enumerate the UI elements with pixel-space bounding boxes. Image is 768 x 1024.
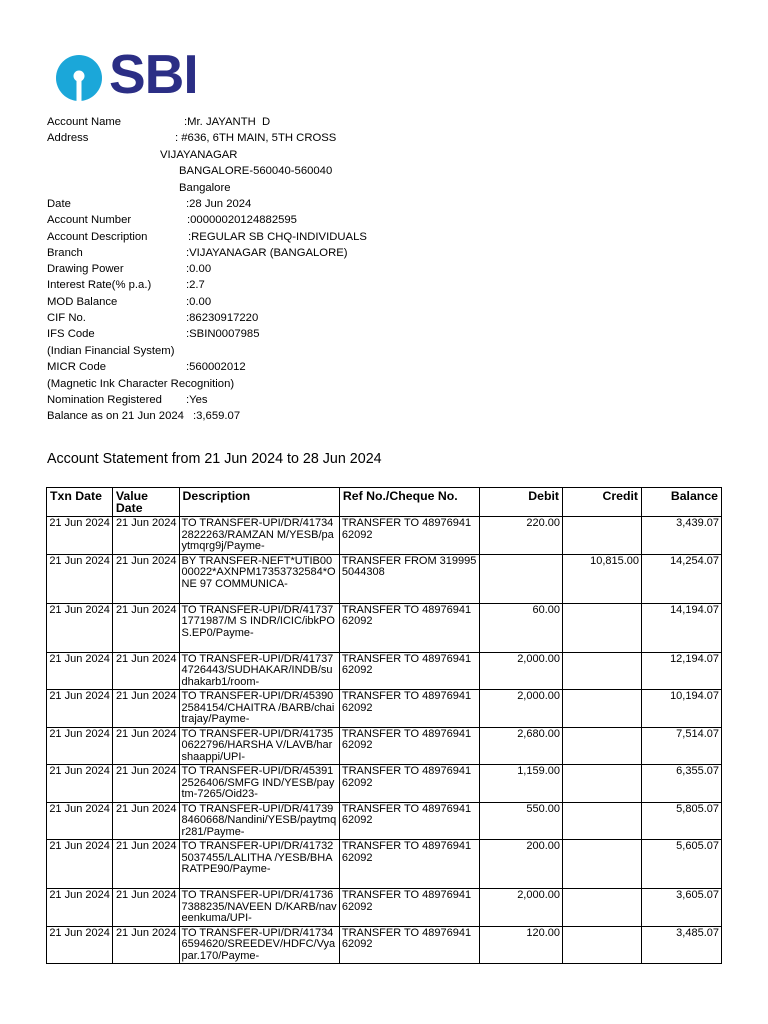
value-date-cell: 21 Jun 2024 — [112, 652, 179, 690]
opening-balance-value: :3,659.07 — [193, 410, 241, 422]
description-cell: TO TRANSFER-UPI/DR/417325037455/LALITHA /YESB/BHARATPE90/Payme- — [179, 840, 339, 889]
micr-code-label: MICR Code — [47, 361, 107, 373]
txn-date-cell: 21 Jun 2024 — [47, 727, 113, 765]
nomination-value: :Yes — [186, 394, 208, 406]
debit-cell: 220.00 — [479, 517, 562, 555]
sbi-symbol-icon — [55, 54, 103, 102]
ref-no-cell: TRANSFER TO 4897694162092 — [339, 727, 479, 765]
description-cell: TO TRANSFER-UPI/DR/453912526406/SMFG IND/YESB/paytm-7265/Oid23- — [179, 765, 339, 803]
table-row — [47, 889, 722, 927]
header-value-date: Value Date — [112, 488, 179, 517]
table-row — [47, 926, 722, 964]
credit-cell — [563, 765, 642, 803]
table-row — [47, 517, 722, 555]
header-description: Description — [179, 488, 339, 517]
value-date-cell: 21 Jun 2024 — [112, 603, 179, 652]
value-date-cell: 21 Jun 2024 — [112, 926, 179, 964]
balance-cell: 7,514.07 — [642, 727, 722, 765]
table-row — [47, 603, 722, 652]
value-date-cell: 21 Jun 2024 — [112, 554, 179, 603]
credit-cell — [563, 802, 642, 840]
header-ref-no: Ref No./Cheque No. — [339, 488, 479, 517]
opening-balance-label: Balance as on 21 Jun 2024 — [47, 410, 184, 422]
description-cell: TO TRANSFER-UPI/DR/417367388235/NAVEEN D/KARB/naveenkuma/UPI- — [179, 889, 339, 927]
ifs-code-label: IFS Code — [47, 328, 95, 340]
transactions-body — [47, 517, 722, 964]
value-date-cell: 21 Jun 2024 — [112, 840, 179, 889]
value-date-cell: 21 Jun 2024 — [112, 889, 179, 927]
ref-no-cell: TRANSFER TO 4897694162092 — [339, 765, 479, 803]
balance-cell: 6,355.07 — [642, 765, 722, 803]
credit-cell — [563, 926, 642, 964]
logo-text: SBI — [109, 43, 198, 105]
table-row — [47, 840, 722, 889]
balance-cell: 5,805.07 — [642, 802, 722, 840]
drawing-power-label: Drawing Power — [47, 263, 124, 275]
ref-no-cell: TRANSFER TO 4897694162092 — [339, 690, 479, 728]
statement-title: Account Statement from 21 Jun 2024 to 28 Jun 2024 — [47, 451, 382, 467]
txn-date-cell: 21 Jun 2024 — [47, 554, 113, 603]
description-cell: TO TRANSFER-UPI/DR/417371771987/M S INDR/ICIC/ibkPOS.EP0/Payme- — [179, 603, 339, 652]
description-cell: TO TRANSFER-UPI/DR/417350622796/HARSHA V/LAVB/harshaappi/UPI- — [179, 727, 339, 765]
ref-no-cell: TRANSFER TO 4897694162092 — [339, 802, 479, 840]
txn-date-cell: 21 Jun 2024 — [47, 802, 113, 840]
value-date-cell: 21 Jun 2024 — [112, 765, 179, 803]
credit-cell — [563, 727, 642, 765]
account-name-label: Account Name — [47, 116, 122, 128]
address-line1: : #636, 6TH MAIN, 5TH CROSS — [175, 132, 337, 144]
debit-cell: 2,000.00 — [479, 652, 562, 690]
ifs-code-value: :SBIN0007985 — [186, 328, 260, 340]
txn-date-cell: 21 Jun 2024 — [47, 517, 113, 555]
debit-cell: 550.00 — [479, 802, 562, 840]
debit-cell: 1,159.00 — [479, 765, 562, 803]
ref-no-cell: TRANSFER FROM 3199955044308 — [339, 554, 479, 603]
balance-cell: 3,485.07 — [642, 926, 722, 964]
cif-label: CIF No. — [47, 312, 86, 324]
drawing-power-value: :0.00 — [186, 263, 212, 275]
header-txn-date: Txn Date — [47, 488, 113, 517]
account-number-label: Account Number — [47, 214, 132, 226]
debit-cell: 120.00 — [479, 926, 562, 964]
table-row — [47, 554, 722, 603]
description-cell: TO TRANSFER-UPI/DR/417342822263/RAMZAN M/YESB/paytmqrg9j/Payme- — [179, 517, 339, 555]
debit-cell: 200.00 — [479, 840, 562, 889]
mod-balance-label: MOD Balance — [47, 296, 118, 308]
credit-cell — [563, 889, 642, 927]
table-row — [47, 765, 722, 803]
value-date-cell: 21 Jun 2024 — [112, 517, 179, 555]
balance-cell: 5,605.07 — [642, 840, 722, 889]
branch-label: Branch — [47, 247, 83, 259]
micr-note: (Magnetic Ink Character Recognition) — [47, 378, 235, 390]
ref-no-cell: TRANSFER TO 4897694162092 — [339, 840, 479, 889]
nomination-label: Nomination Registered — [47, 394, 162, 406]
value-date-cell: 21 Jun 2024 — [112, 727, 179, 765]
credit-cell — [563, 603, 642, 652]
date-value: :28 Jun 2024 — [186, 198, 252, 210]
debit-cell: 2,000.00 — [479, 889, 562, 927]
description-cell: TO TRANSFER-UPI/DR/417398460668/Nandini/YESB/paytmqr281/Payme- — [179, 802, 339, 840]
ifs-note: (Indian Financial System) — [47, 345, 175, 357]
branch-value: :VIJAYANAGAR (BANGALORE) — [186, 247, 348, 259]
balance-cell: 3,439.07 — [642, 517, 722, 555]
balance-cell: 10,194.07 — [642, 690, 722, 728]
txn-date-cell: 21 Jun 2024 — [47, 840, 113, 889]
balance-cell: 14,194.07 — [642, 603, 722, 652]
value-date-cell: 21 Jun 2024 — [112, 802, 179, 840]
transactions-table — [46, 487, 722, 964]
balance-cell: 14,254.07 — [642, 554, 722, 603]
interest-rate-value: :2.7 — [186, 279, 205, 291]
account-description-label: Account Description — [47, 231, 148, 243]
description-cell: TO TRANSFER-UPI/DR/453902584154/CHAITRA /BARB/chaitrajay/Payme- — [179, 690, 339, 728]
description-cell: TO TRANSFER-UPI/DR/417374726443/SUDHAKAR/INDB/sudhakarb1/room- — [179, 652, 339, 690]
credit-cell — [563, 840, 642, 889]
table-row — [47, 802, 722, 840]
account-number-value: :00000020124882595 — [187, 214, 297, 226]
balance-cell: 3,605.07 — [642, 889, 722, 927]
ref-no-cell: TRANSFER TO 4897694162092 — [339, 926, 479, 964]
balance-cell: 12,194.07 — [642, 652, 722, 690]
account-name-value: :Mr. JAYANTH D — [184, 116, 271, 128]
credit-cell — [563, 652, 642, 690]
txn-date-cell: 21 Jun 2024 — [47, 603, 113, 652]
ref-no-cell: TRANSFER TO 4897694162092 — [339, 652, 479, 690]
cif-value: :86230917220 — [186, 312, 259, 324]
description-cell: BY TRANSFER-NEFT*UTIB0000022*AXNPM17353732584*ONE 97 COMMUNICA- — [179, 554, 339, 603]
credit-cell — [563, 690, 642, 728]
table-row — [47, 652, 722, 690]
header-balance: Balance — [642, 488, 722, 517]
micr-code-value: :560002012 — [186, 361, 246, 373]
ref-no-cell: TRANSFER TO 4897694162092 — [339, 889, 479, 927]
credit-cell: 10,815.00 — [563, 554, 642, 603]
interest-rate-label: Interest Rate(% p.a.) — [47, 279, 152, 291]
value-date-cell: 21 Jun 2024 — [112, 690, 179, 728]
address-label: Address — [47, 132, 89, 144]
debit-cell: 60.00 — [479, 603, 562, 652]
ref-no-cell: TRANSFER TO 4897694162092 — [339, 517, 479, 555]
debit-cell: 2,000.00 — [479, 690, 562, 728]
ref-no-cell: TRANSFER TO 4897694162092 — [339, 603, 479, 652]
header-credit: Credit — [563, 488, 642, 517]
date-label: Date — [47, 198, 71, 210]
table-row — [47, 690, 722, 728]
address-line4: Bangalore — [179, 182, 231, 194]
txn-date-cell: 21 Jun 2024 — [47, 889, 113, 927]
debit-cell — [479, 554, 562, 603]
txn-date-cell: 21 Jun 2024 — [47, 926, 113, 964]
txn-date-cell: 21 Jun 2024 — [47, 690, 113, 728]
txn-date-cell: 21 Jun 2024 — [47, 765, 113, 803]
table-header-row — [47, 488, 722, 517]
address-line3: BANGALORE-560040-560040 — [179, 165, 333, 177]
address-line2: VIJAYANAGAR — [160, 149, 238, 161]
table-row — [47, 727, 722, 765]
debit-cell: 2,680.00 — [479, 727, 562, 765]
txn-date-cell: 21 Jun 2024 — [47, 652, 113, 690]
description-cell: TO TRANSFER-UPI/DR/417346594620/SREEDEV/HDFC/Vyapar.170/Payme- — [179, 926, 339, 964]
credit-cell — [563, 517, 642, 555]
account-description-value: :REGULAR SB CHQ-INDIVIDUALS — [188, 231, 367, 243]
mod-balance-value: :0.00 — [186, 296, 212, 308]
header-debit: Debit — [479, 488, 562, 517]
